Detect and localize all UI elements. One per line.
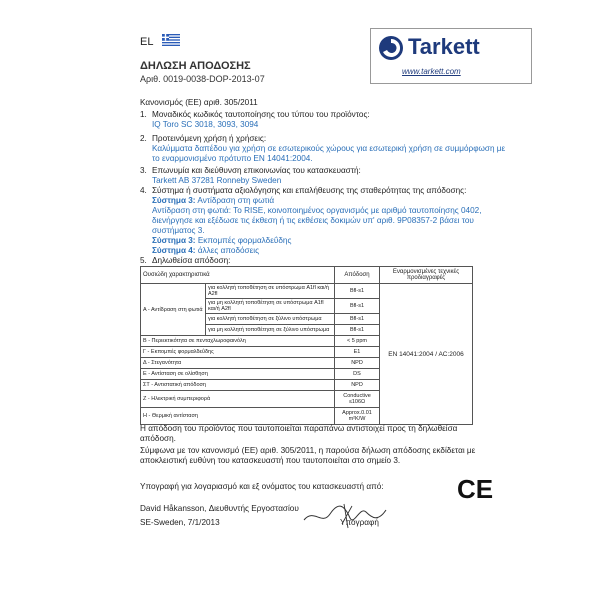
system3-desc-line2: διενήργησε και εξέδωσε τις έκθεση ή τις εκθέσεις δοκιμών υπ' αριθ. 9P08357-2 βάσει του (152, 216, 474, 225)
responsibility-line2: αποκλειστική ευθύνη του κατασκευαστή που ταυτοποιείται στο σημείο 3. (140, 456, 401, 465)
row-label: Η - Θερμική αντίσταση (141, 408, 335, 425)
item3-label: Επωνυμία και διεύθυνση επικοινωνίας του κατασκευαστή: (152, 166, 361, 175)
row-value: Conductive ≤106Ω (335, 391, 380, 408)
conformity-line1: Η απόδοση του προϊόντος που ταυτοποιείται παραπάνω αντιστοιχεί προς τη δηλωθείσα (140, 424, 458, 433)
fire-row-desc: για κολλητή τοποθέτηση σε ξύλινο υπόστρωμα (206, 314, 335, 325)
header-characteristics: Ουσιώδη χαρακτηριστικά (141, 267, 335, 284)
language-code: EL (140, 36, 154, 48)
document-ref-number: Αριθ. 0019-0038-DOP-2013-07 (140, 74, 265, 84)
row-value: E1 (335, 347, 380, 358)
item4-label: Σύστημα ή συστήματα αξιολόγησης και επαλήθευσης της σταθερότητας της απόδοσης: (152, 186, 467, 195)
item2-number: 2. (140, 134, 147, 143)
item1-value: IQ Toro SC 3018, 3093, 3094 (152, 120, 259, 129)
header-performance: Απόδοση (335, 267, 380, 284)
regulation-line: Κανονισμός (ΕΕ) αριθ. 305/2011 (140, 98, 258, 107)
system3-formaldehyde-line (152, 236, 291, 246)
system3b-text: Εκπομπές φορμαλδεΰδης (197, 236, 292, 245)
responsibility-line1: Σύμφωνα με τον κανονισμό (ΕΕ) αριθ. 305/2011, η παρούσα δήλωση απόδοσης εκδίδεται με (140, 446, 476, 455)
tarkett-logo-icon (378, 35, 404, 61)
table-row (141, 284, 473, 299)
table-header-row (141, 267, 473, 284)
system3-desc-line3: συστήματος 3. (152, 226, 205, 235)
system4-line (152, 246, 259, 256)
handwritten-signature (300, 500, 390, 530)
row-label: Δ - Στεγανότητα (141, 358, 335, 369)
item3-value: Tarkett AB 37281 Ronneby Sweden (152, 176, 282, 185)
system3-fire-line (152, 196, 274, 206)
item5-number: 5. (140, 256, 147, 265)
row-label: Ε - Αντίσταση σε ολίσθηση (141, 369, 335, 380)
system3-title: Σύστημα 3: (152, 196, 196, 205)
item4-number: 4. (140, 186, 147, 195)
item2-label: Προτεινόμενη χρήση ή χρήσεις: (152, 134, 267, 143)
system3b-title: Σύστημα 3: (152, 236, 196, 245)
signer-name: David Håkansson, Διευθυντής Εργοστασίου (140, 504, 299, 513)
row-label: Γ - Εκπομπές φορμαλδεΰδης (141, 347, 335, 358)
fire-row-value: Bfl-s1 (335, 325, 380, 336)
fire-row-desc: για κολλητή τοποθέτηση σε υπόστρωμα A1fl και/ή A2fl (206, 284, 335, 299)
ce-mark-icon (456, 474, 494, 504)
greek-flag-icon (162, 34, 180, 46)
signed-for-line: Υπογραφή για λογαριασμό και εξ ονόματος του κατασκευαστή από: (140, 482, 384, 491)
row-value: NPD (335, 380, 380, 391)
row-value: NPD (335, 358, 380, 369)
system4-text: άλλες αποδόσεις (197, 246, 260, 255)
fire-row-value: Bfl-s1 (335, 299, 380, 314)
item2-value-line1: Καλύμματα δαπέδου για χρήση σε εσωτερικούς χώρους για εσωτερική χρήση σε συμμόρφωση με (152, 144, 506, 153)
system3-desc-line1: Αντίδραση στη φωτιά: Το RISE, κοινοποιημένος οργανισμός με αριθμό ταυτοποίησης 0402, (152, 206, 482, 215)
conformity-line2: απόδοση. (140, 434, 176, 443)
place-date: SE-Sweden, 7/1/2013 (140, 518, 220, 527)
row-label: Β - Περιεκτικότητα σε πενταχλωροφαινόλη (141, 336, 335, 347)
row-label: ΣΤ - Αντιστατική απόδοση (141, 380, 335, 391)
ce-mark-text: CE (456, 474, 494, 504)
item1-label: Μοναδικός κωδικός ταυτοποίησης του τύπου του προϊόντος: (152, 110, 370, 119)
row-value: < 5 ppm (335, 336, 380, 347)
row-value: DS (335, 369, 380, 380)
system4-title: Σύστημα 4: (152, 246, 196, 255)
fire-row-desc: για μη κολλητή τοποθέτηση σε ξύλινο υπόστρωμα (206, 325, 335, 336)
item3-number: 3. (140, 166, 147, 175)
row-value: Approx.0.01 m²K/W (335, 408, 380, 425)
header-specifications: Εναρμονισμένες τεχνικές προδιαγραφές (380, 267, 473, 284)
item2-value-line2: το εναρμονισμένο πρότυπο EN 14041:2004. (152, 154, 313, 163)
fire-row-value: Bfl-s1 (335, 284, 380, 299)
item5-label: Δηλωθείσα απόδοση: (152, 256, 231, 265)
fire-reaction-label: Α - Αντίδραση στη φωτιά (141, 284, 206, 336)
tarkett-url-link[interactable]: www.tarkett.com (402, 67, 461, 76)
harmonised-standard: EN 14041:2004 / AC:2006 (380, 284, 473, 425)
fire-row-desc: για μη κολλητή τοποθέτηση σε υπόστρωμα A1fl και/ή A2fl (206, 299, 335, 314)
system3-text: Αντίδραση στη φωτιά (197, 196, 275, 205)
row-label: Ζ - Ηλεκτρική συμπεριφορά (141, 391, 335, 408)
signature-label: Υπογραφή (340, 518, 379, 527)
fire-row-value: Bfl-s1 (335, 314, 380, 325)
document-title: ΔΗΛΩΣΗ ΑΠΟΔΟΣΗΣ (140, 60, 251, 72)
item1-number: 1. (140, 110, 147, 119)
tarkett-logo-text: Tarkett (408, 34, 480, 59)
performance-table (140, 266, 473, 425)
